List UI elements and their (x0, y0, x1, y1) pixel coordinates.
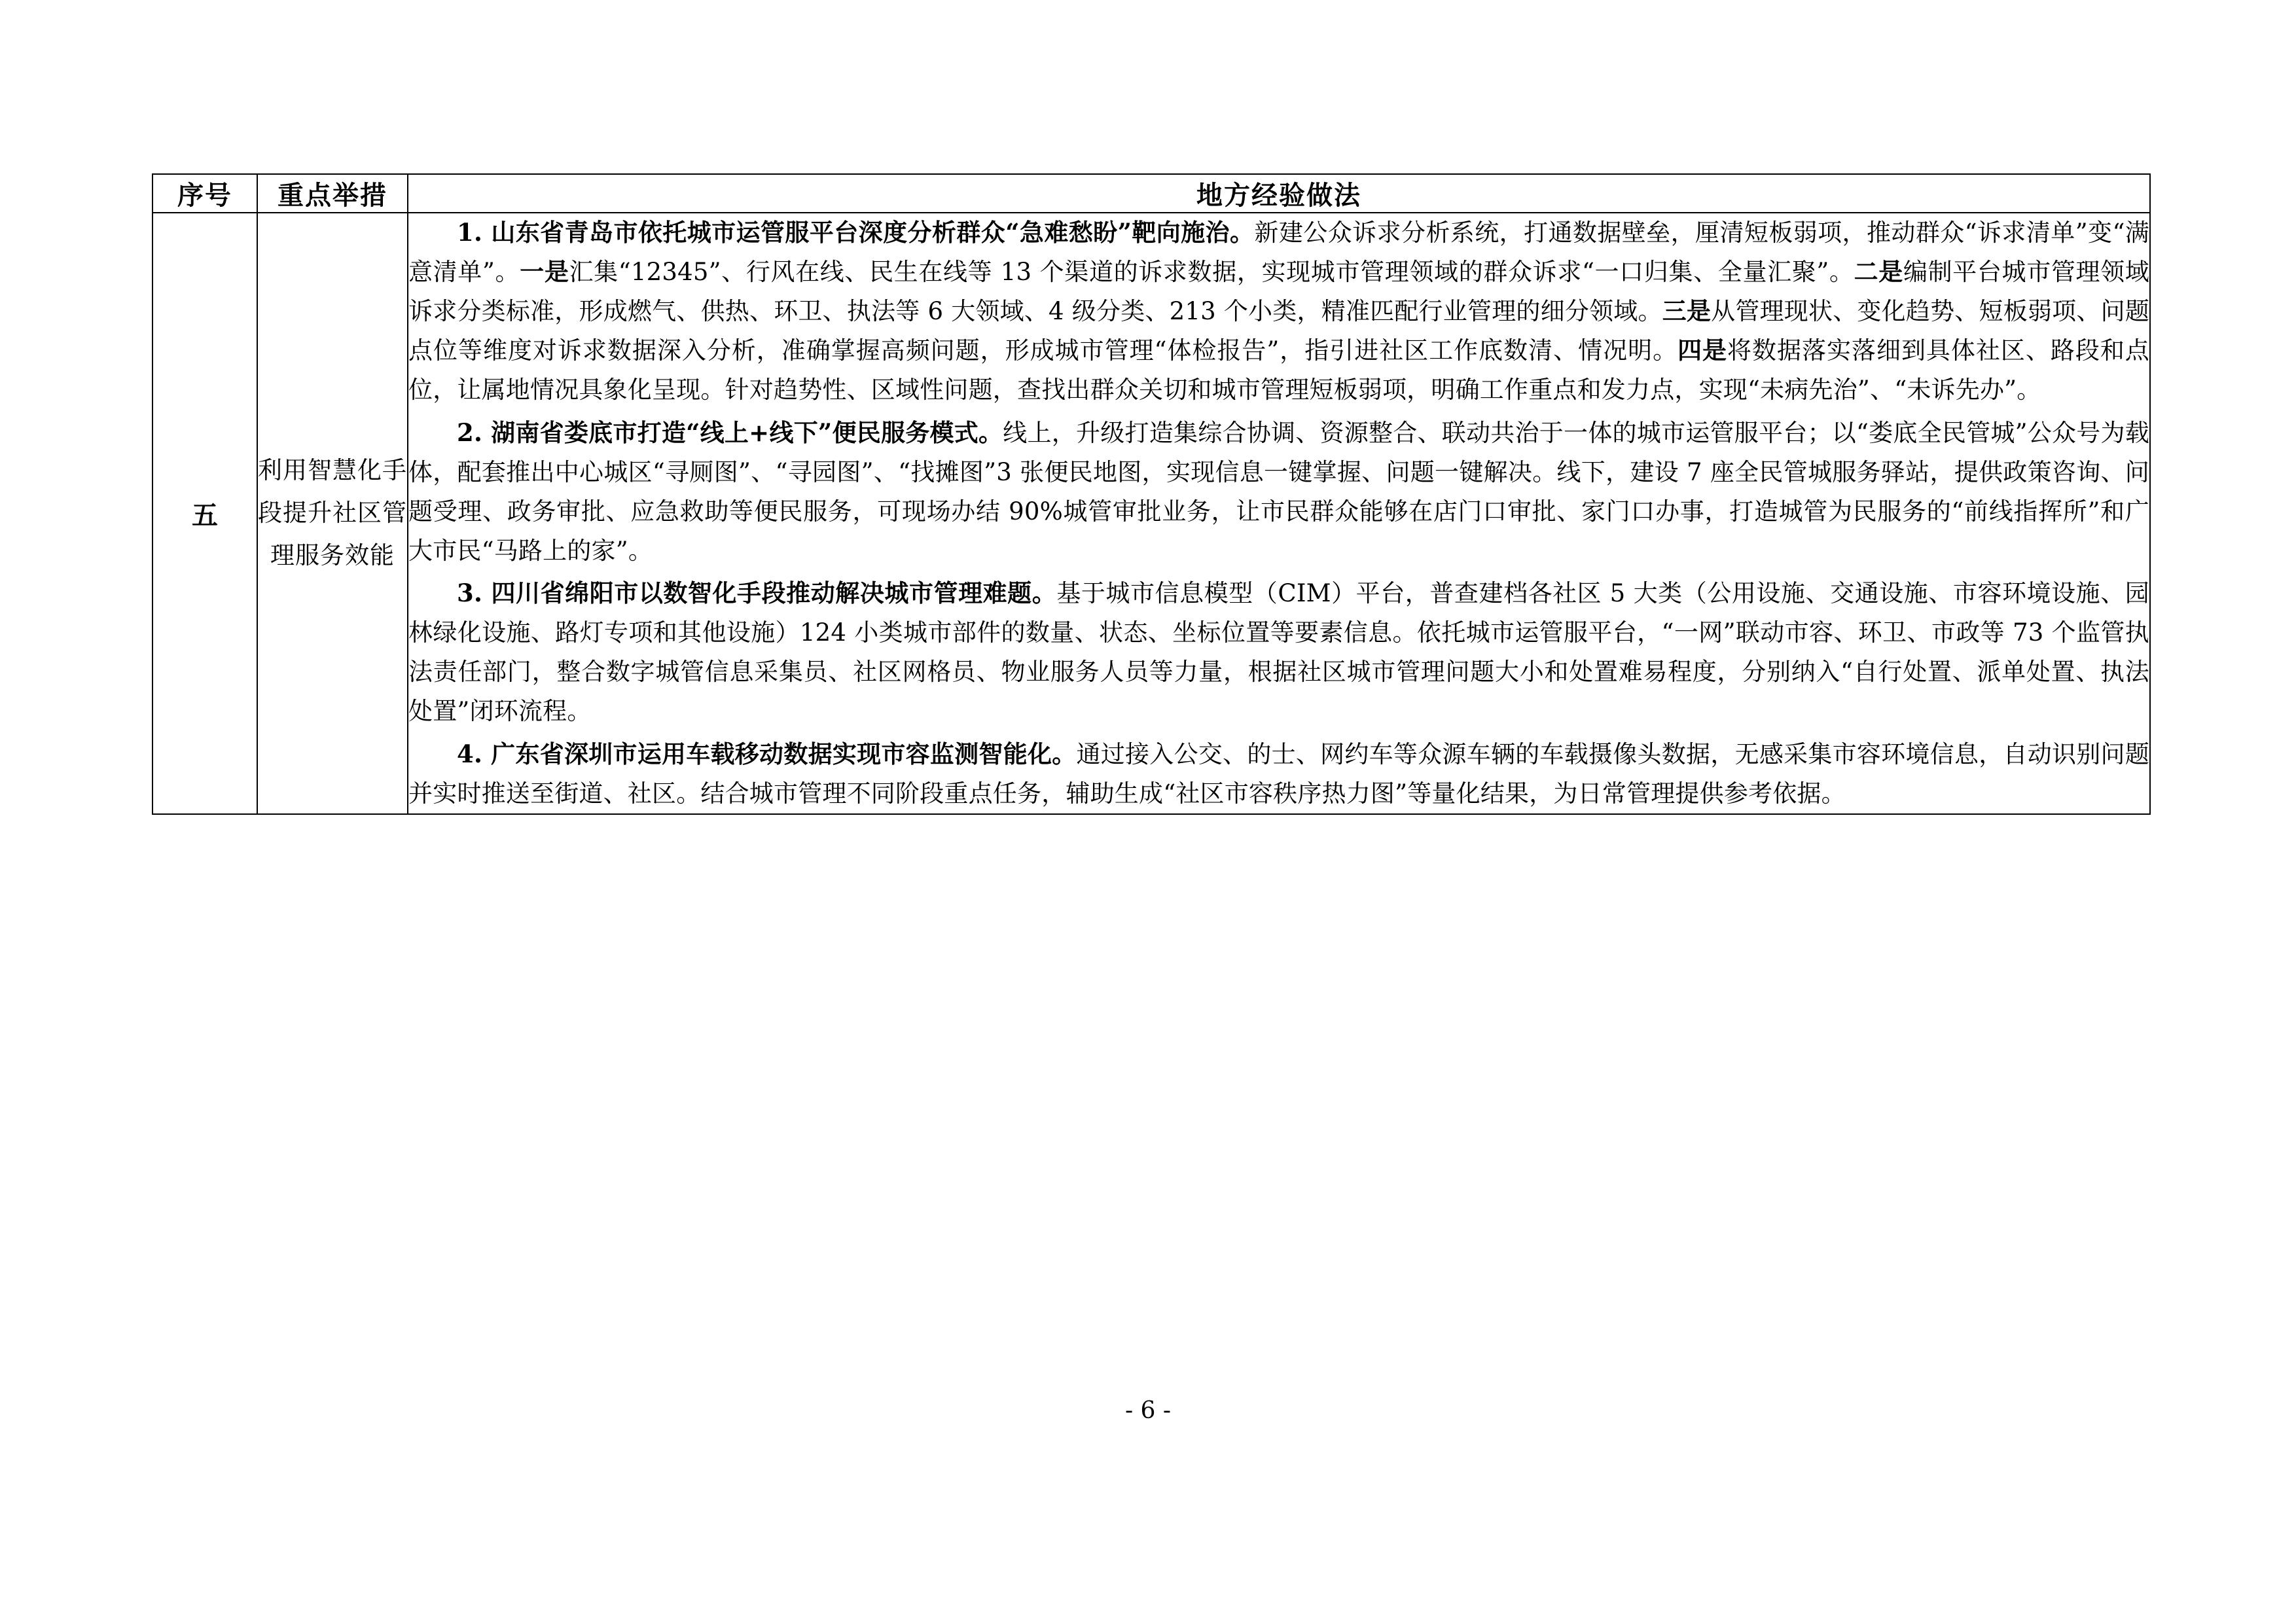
item-1-rest: 新建公众诉求分析系统，打通数据壁垒，厘清短板弱项，推动群众“诉求清单”变“满意清单”。 (408, 219, 2149, 286)
paragraph-item-3 (408, 574, 2149, 731)
column-header-no: 序号 (152, 174, 257, 213)
experience-table (152, 173, 2151, 815)
item-2-lead: 2. 湖南省娄底市打造“线上+线下”便民服务模式。 (457, 418, 1003, 447)
item-1-seg5-label: 四是 (1677, 335, 1728, 365)
paragraph-item-4 (408, 735, 2149, 813)
item-3-rest: 基于城市信息模型（CIM）平台，普查建档各社区 5 大类（公用设施、交通设施、市容环境设施、园林绿化设施、路灯专项和其他设施）124 小类城市部件的数量、状态、坐标位置等要素信息。依托城市运管服平台，“一网”联动市容、环卫、市政等 73 个监管执法责任部门，整合数字城管信息采集员、社区网格员、物业服务人员等力量，根据社区城市管理问题大小和处置难易程度，分别纳入“自行处置、派单处置、执法处置”闭环流程。 (408, 579, 2149, 726)
item-2-rest: 线上，升级打造集综合协调、资源整合、联动共治于一体的城市运管服平台；以“娄底全民管城”公众号为载体，配套推出中心城区“寻厕图”、“寻园图”、“找摊图”3 张便民地图，实现信息一键掌握、问题一键解决。线下，建设 7 座全民管城服务驿站，提供政策咨询、问题受理、政务审批、应急救助等便民服务，可现场办结 90%城管审批业务，让市民群众能够在店门口审批、家门口办事，打造城管为民服务的“前线指挥所”和广大市民“马路上的家”。 (408, 418, 2149, 565)
row-number: 五 (152, 213, 257, 814)
item-1-seg3: 编制平台城市管理领域诉求分类标准，形成燃气、供热、环卫、执法等 6 大领域、4 级分类、213 个小类，精准匹配行业管理的细分领域。 (408, 257, 2149, 325)
item-3-lead: 3. 四川省绵阳市以数智化手段推动解决城市管理难题。 (457, 579, 1057, 608)
paragraph-item-2 (408, 414, 2149, 571)
column-header-body: 地方经验做法 (408, 174, 2150, 213)
table-header-row (152, 174, 2150, 213)
column-header-measure: 重点举措 (257, 174, 408, 213)
page-number: - 6 - (1124, 1397, 1172, 1424)
row-body (408, 213, 2150, 814)
item-4-lead: 4. 广东省深圳市运用车载移动数据实现市容监测智能化。 (457, 740, 1077, 769)
item-4-rest: 通过接入公交、的士、网约车等众源车辆的车载摄像头数据，无感采集市容环境信息，自动识别问题并实时推送至街道、社区。结合城市管理不同阶段重点任务，辅助生成“社区市容秩序热力图”等量化结果，为日常管理提供参考依据。 (408, 740, 2149, 808)
paragraph-item-1 (408, 213, 2149, 410)
item-1-seg4-label: 三是 (1662, 296, 1712, 325)
table-row (152, 213, 2150, 814)
item-1-seg2-label: 一是 (520, 257, 569, 286)
row-measure: 利用智慧化手段提升社区管理服务效能 (257, 213, 408, 814)
item-1-lead: 1. 山东省青岛市依托城市运管服平台深度分析群众“急难愁盼”靶向施治。 (457, 218, 1255, 247)
item-1-seg2: 汇集“12345”、行风在线、民生在线等 13 个渠道的诉求数据，实现城市管理领域的群众诉求“一口归集、全量汇聚”。 (569, 257, 1854, 286)
item-1-seg5: 将数据落实落细到具体社区、路段和点位，让属地情况具象化呈现。针对趋势性、区域性问题，查找出群众关切和城市管理短板弱项，明确工作重点和发力点，实现“未病先治”、“未诉先办”。 (408, 336, 2150, 404)
item-1-seg4: 从管理现状、变化趋势、短板弱项、问题点位等维度对诉求数据深入分析，准确掌握高频问题，形成城市管理“体检报告”，指引进社区工作底数清、情况明。 (408, 296, 2149, 365)
item-1-seg3-label: 二是 (1854, 257, 1903, 286)
